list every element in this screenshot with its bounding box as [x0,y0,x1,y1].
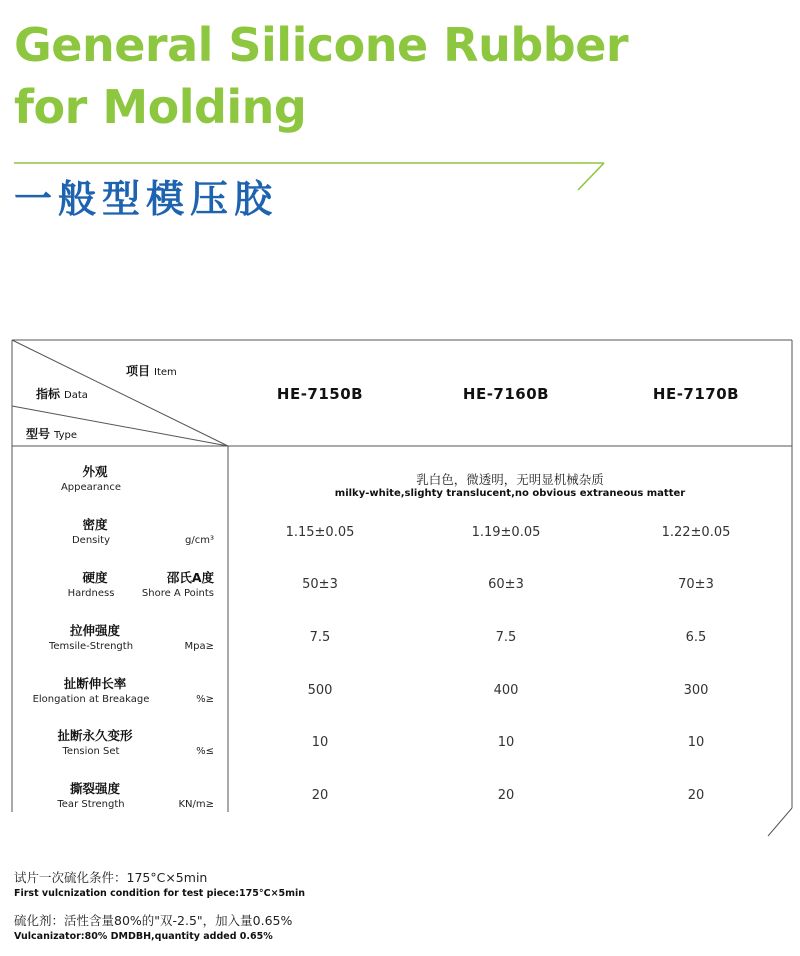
elongation-value-7150b: 500 [307,683,333,698]
elongation-value-7170b: 300 [683,683,709,698]
density-value-7170b: 1.22±0.05 [661,525,731,540]
density-value-7160b: 1.19±0.05 [471,525,541,540]
header-type-label [26,425,77,442]
row-hardness-cn: 硬度 [82,570,108,585]
tear-strength-value-7170b: 20 [687,788,705,803]
density-value-7150b: 1.15±0.05 [285,525,355,540]
tensile-value-7160b: 7.5 [495,630,517,645]
header-item-label [126,362,177,379]
row-tension-set-unit: %≤ [196,746,214,757]
elongation-value-7160b: 400 [493,683,519,698]
header-data-label [36,385,88,402]
row-tensile-cn: 拉伸强度 [69,623,120,638]
row-elongation-cn: 扯断伸长率 [63,676,127,691]
note-vulcanizer-en: Vulcanizator:80% DMDBH,quantity added 0.65% [14,931,273,942]
row-tensile-en: Temsile-Strength [48,641,134,652]
header-item-en: Item [154,367,177,378]
header-data-en: Data [64,390,88,401]
row-tear-strength-unit: KN/m≥ [178,799,214,810]
hardness-value-7160b: 60±3 [488,577,524,592]
row-tensile-unit: Mpa≥ [184,641,214,652]
row-elongation-unit: %≥ [196,694,214,705]
title-line-1: General Silicone Rubber [14,18,629,72]
tensile-value-7170b: 6.5 [685,630,707,645]
hardness-value-7170b: 70±3 [678,577,714,592]
column-header-7170b: HE-7170B [652,385,740,403]
appearance-value-cn: 乳白色，微透明，无明显机械杂质 [416,472,604,487]
header-item-cn: 项目 [126,364,151,378]
tear-strength-value-7150b: 20 [311,788,329,803]
row-tension-set-en: Tension Set [62,746,120,757]
header-type-cn: 型号 [26,427,51,441]
row-tension-set-cn: 扯断永久变形 [57,728,133,743]
page-title-chinese: 一般型模压胶 [14,177,279,221]
row-hardness-unit: Shore A Points [141,588,214,599]
tensile-value-7150b: 7.5 [309,630,331,645]
note-cure-condition-en: First vulcnization condition for test piece:175°C×5min [14,888,306,899]
tension-set-value-7170b: 10 [687,735,705,750]
note-vulcanizer-cn: 硫化剂：活性含量80%的"双-2.5"，加入量0.65% [14,913,293,928]
column-header-7150b: HE-7150B [276,385,364,403]
row-elongation-en: Elongation at Breakage [32,694,150,705]
title-line-2: for Molding [14,80,307,134]
tension-set-value-7150b: 10 [311,735,329,750]
tear-strength-value-7160b: 20 [497,788,515,803]
column-header-7160b: HE-7160B [462,385,550,403]
row-appearance-cn: 外观 [82,464,108,479]
row-tear-strength-cn: 撕裂强度 [69,781,120,796]
row-density-unit: g/cm³ [185,535,214,546]
appearance-value-en: milky-white,slighty translucent,no obvious extraneous matter [334,488,686,499]
row-tear-strength-en: Tear Strength [57,799,125,810]
row-density-en: Density [71,535,111,546]
header-data-cn: 指标 [36,387,61,401]
row-density-cn: 密度 [82,517,108,532]
hardness-value-7150b: 50±3 [302,577,338,592]
row-hardness-en: Hardness [67,588,115,599]
note-cure-condition-cn: 试片一次硫化条件：175°C×5min [14,870,208,885]
tension-set-value-7160b: 10 [497,735,515,750]
row-appearance-en: Appearance [60,482,122,493]
row-hardness-unit-cn: 邵氏A度 [166,570,214,585]
header-type-en: Type [54,430,77,441]
